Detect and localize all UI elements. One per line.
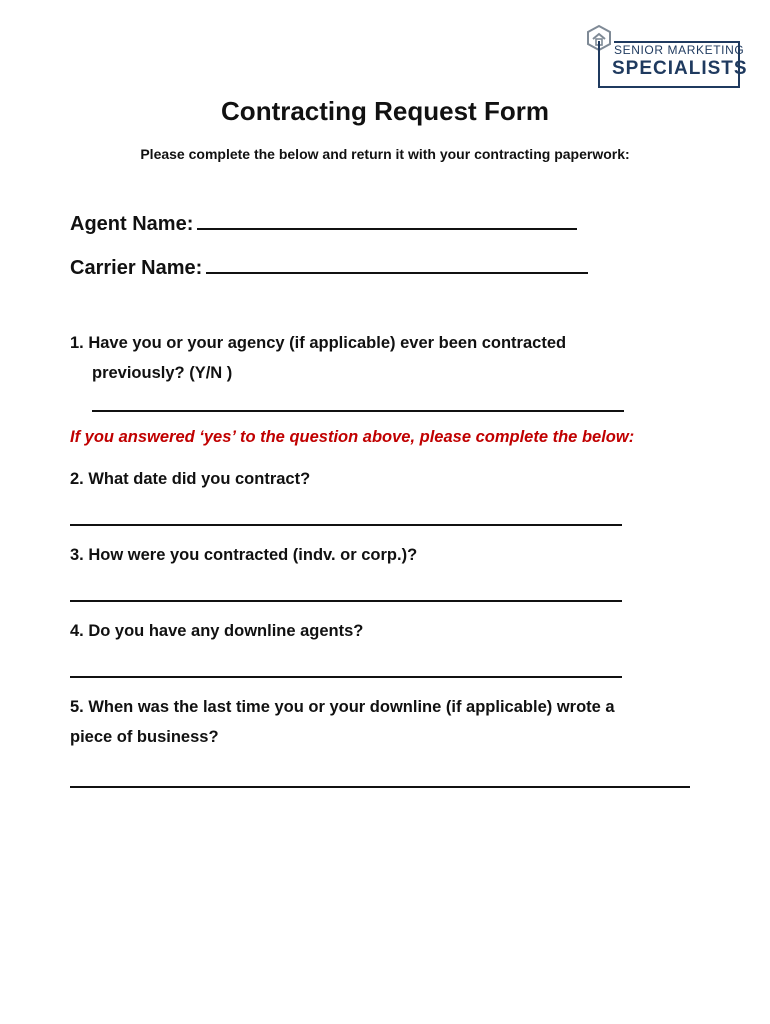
- question-3: 3. How were you contracted (indv. or corp.)?: [70, 546, 418, 564]
- answer-5-line[interactable]: [70, 786, 690, 788]
- conditional-note: If you answered ‘yes’ to the question above, please complete the below:: [70, 428, 635, 446]
- agent-name-row: [70, 210, 577, 236]
- carrier-name-label: Carrier Name:: [70, 257, 203, 279]
- question-1-line-1: 1. Have you or your agency (if applicable) ever been contracted: [70, 334, 567, 352]
- answer-3-line[interactable]: [70, 600, 622, 602]
- answer-1-line[interactable]: [92, 410, 624, 412]
- carrier-name-row: [70, 254, 588, 280]
- agent-name-label: Agent Name:: [70, 213, 194, 235]
- logo-frame: [598, 41, 748, 88]
- answer-2-line[interactable]: [70, 524, 622, 526]
- question-5-line-2: piece of business?: [70, 728, 219, 746]
- agent-name-field[interactable]: [197, 210, 577, 230]
- logo-text-top: SENIOR MARKETING: [614, 43, 745, 57]
- answer-4-line[interactable]: [70, 676, 622, 678]
- company-logo: [586, 24, 748, 90]
- question-5-line-1: 5. When was the last time you or your downline (if applicable) wrote a: [70, 698, 615, 716]
- carrier-name-field[interactable]: [206, 254, 588, 274]
- question-1-line-2: previously? (Y/N ): [92, 364, 233, 382]
- question-2: 2. What date did you contract?: [70, 470, 311, 488]
- page-subtitle: Please complete the below and return it with your contracting paperwork:: [140, 146, 630, 162]
- page-title: Contracting Request Form: [221, 96, 549, 126]
- question-4: 4. Do you have any downline agents?: [70, 622, 364, 640]
- logo-text-bottom: SPECIALISTS: [612, 58, 748, 79]
